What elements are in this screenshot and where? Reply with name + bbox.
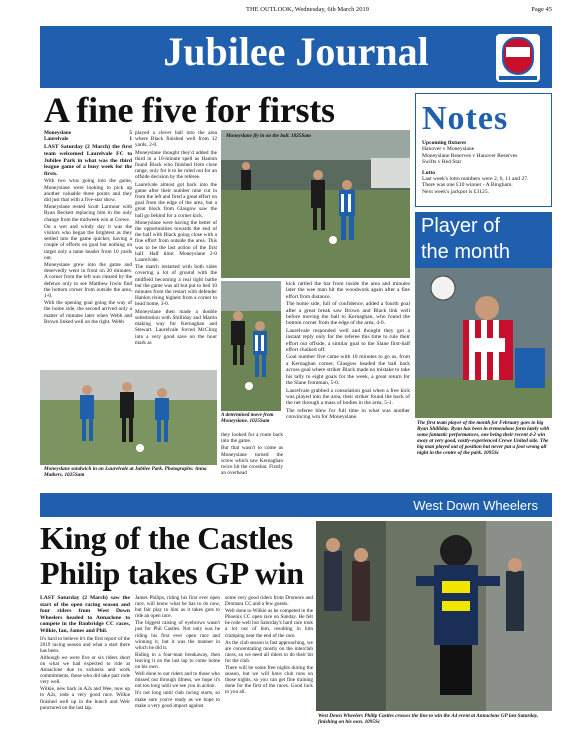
paragraph: On a wet and windy day it was the visitors who began the brightest as they settled into the game quicker, having a couple of efforts on goal but nothing on target only a tame header from 10 yards out. [44, 223, 132, 261]
paragraph: Moneyslane grew into the game and deservedly went in front on 20 minutes. A corner from the left was cleared by the defence only to see Matthew Irwin find the bottom corner from outside the area, 1-0. [44, 262, 132, 300]
story2-column-3 [225, 595, 313, 735]
paragraph: Moneyslane rested Scott Larmour with Ryan Beckett replacing him in the only change from the midweek win at Crewe. [44, 204, 132, 223]
paragraph: Moneyslane were having the better of the opportunities towards the end of the half with Black going close with a fine effort from outside the area. This was to be the last action of the first half. Half time: Moneyslane 2-0 Laurelvale. [135, 219, 217, 264]
paragraph: they looked for a route back into the game. [221, 432, 283, 445]
paragraph: Although we were five or six riders short on what we had expected to ride at Annaclone due to sickness and work commitments, those who did take part rode very well. [40, 654, 130, 686]
masthead-banner [40, 26, 552, 88]
lotto-line: There was one £10 winner - A Bingham. [422, 182, 513, 189]
story2-lead: LAST Saturday (2 March) saw the start of the open racing season and four riders from West Down Wheelers headed to Annaclone to compete in the Banbridge CC races, Wilkie, Ian, James and Phil. [40, 595, 130, 634]
paragraph: Moneyslane then made a double substitution with Shilliday and Martin making way for Kernaghan and Stewart. Laurelvale forced McClurg into a very good save on the hour mark as [135, 308, 217, 346]
fixture-line: Moneyslane Reserves v Hanover Reserves [422, 152, 518, 159]
match-photo-main [221, 130, 410, 278]
story2-headline-line1: King of the Castles [40, 520, 293, 556]
section-bar [40, 493, 552, 517]
club-crest-icon [496, 34, 540, 82]
story-column-1 [44, 130, 132, 368]
photo-caption-small: A determined move from Moneyslane. 1025Sam [221, 412, 274, 424]
paragraph: With the opening goal going the way of the home side, the second arrived only a matter of minutes later when Webb and Brown linked well on the right. Webb [44, 300, 132, 325]
paragraph: Laurelvale grabbed a consolation goal when a free kick was played into the area, their striker found the back of the net through a mass of bodies in the area, 5-1. [286, 387, 410, 407]
match-photo-left [40, 370, 217, 465]
player-of-month-photo [415, 268, 552, 418]
page-number: Page 45 [531, 6, 552, 13]
story-column-3 [221, 432, 283, 487]
player-of-month-banner [415, 212, 552, 268]
story-column-4 [286, 281, 410, 487]
cyclist-photo-caption: West Down Wheelers Philip Castles crosses the line to win the A4 event at Annaclone GP last Saturday, finishing on his own. 1095Sc [318, 713, 539, 725]
paragraph: Laurelvale responded well and thought they got a instant reply only for the referee this time to rule their effort out offside, a similar goal to the Slane first-half effort chalked off. [286, 327, 410, 354]
score-line-home: Moneyslane 5 [44, 130, 132, 136]
paragraph: Riding in a four-man breakaway, then leaving it on the last lap to come home on his own. [135, 651, 220, 671]
issue-date: THE OUTLOOK, Wednesday, 6th March 2019 [246, 6, 369, 13]
story-column-2 [135, 130, 217, 366]
paragraph: The referee blew for full time in what was another convincing win for Moneyslane. [286, 407, 410, 421]
paragraph: Goal number five came with 10 minutes to go as, from a Kernaghan corner, Glasgow headed the ball back across goal where striker Black made no mistake to take his tally to eight goals for the week, a great return for the Slane frontman, 5-0. [286, 354, 410, 387]
section-label: West Down Wheelers [413, 498, 538, 513]
paragraph: With two wins going into the game, Moneyslane were looking to pick up another valuable three points and they did just that with a five-star show. [44, 178, 132, 203]
paragraph: kick rattled the bar from inside the area and minutes later the wee man hit the woodwork again after a fine effort from distance. [286, 281, 410, 300]
notes-body [422, 140, 547, 195]
lotto-heading: Lotto [422, 169, 436, 176]
lotto-line: Last week's lotto numbers were 2, 6, 11 and 27. [422, 176, 529, 183]
photo-caption-main: Moneyslane fly in on the ball. 1025Sam [226, 133, 311, 139]
paragraph: some very good riders from Dromore and Dromara CC and a few guests. [225, 595, 313, 608]
masthead-title: Jubilee Journal [163, 29, 429, 74]
story2-headline-line2: Philip takes GP win [40, 555, 304, 591]
story2-column-2 [135, 595, 220, 735]
lotto-line: Next week's jackpot is £3125. [422, 188, 490, 195]
story2-column-1 [40, 595, 130, 735]
fixture-line: Hanover v Moneyslane [422, 146, 475, 153]
potm-title-line1: Player of [421, 215, 500, 237]
potm-title-line2: the month [421, 241, 510, 263]
paragraph: As the club season is fast approaching, we are concentrating mostly on the interclub races, so we need all riders to do their bit for the club. [225, 639, 313, 664]
paragraph: There will be some free nights during the season, but we will have club runs on those nights, so you can get fine training done for the first of the races. Good luck to you all. [225, 665, 313, 696]
paragraph: It's not long until club racing starts, so make sure you're ready as we hope to make a very good impact against [135, 690, 220, 709]
paragraph: Well done to our riders and to those who missed out through illness, we hope it's not too long until we see you in action. [135, 671, 220, 690]
paragraph: It's hard to believe it's the first report of the 2019 racing season and what a start there has been. [40, 635, 130, 654]
paragraph: Laurelvale almost got back into the game after their number nine cut in from the left and fired a great effort on goal from the edge of the area, but a great block from Glasgow saw the ball go behind for a corner kick. [135, 181, 217, 219]
potm-caption: The first team player of the month for February goes to big Ryan Shilliday. Ryan has been in tremendous form lately with some fantastic performances, one being their recent 4-2 win away at very good, vastly-experienced Crewe United side. The big man played out of position but never put a foot wrong all night in the centre of the park. 1095Sc [417, 420, 550, 456]
paragraph: Moneyslane thought they'd added the third in a 10-minute spell as Hanlon found Black who finished from close range, only for it to be ruled out for an offside decision by the referee. [135, 149, 217, 181]
notes-title: Notes [422, 100, 509, 137]
page-header-line [40, 4, 552, 16]
notes-panel [415, 93, 552, 207]
match-photo-small [221, 281, 281, 411]
paragraph: Well done to Wilkie as he competed in the Phoenix CC open race on Sunday. He felt he rode well but Saturday's hard race took a lot out of him, resulting in him cramping near the end of the race. [225, 608, 313, 639]
fixture-line: Swifts v Red Star [422, 159, 462, 166]
score-line-away: Laurelvale 1 [44, 136, 132, 143]
paragraph: James Philips, riding his first ever open race, will know what he has to do now, but fair play to him as it takes guts to ride an open race. [135, 595, 220, 620]
paragraph: The home side, full of confidence, added a fourth goal after a great break saw Brown and Black link well before moving the ball to Kernaghan, who found the bottom corner from the edge of the area, 4-0. [286, 301, 410, 327]
cyclist-photo [316, 521, 552, 711]
story-headline: A fine five for firsts [44, 90, 335, 130]
paragraph: The biggest raising of eyebrows wasn't just for Phil Castles. Not only was he riding his first ever open race and winning it, but it was the manner in which he did it. [135, 620, 220, 651]
upcoming-heading: Upcoming fixtures [422, 140, 467, 146]
paragraph: But that wasn't to come as Moneyslane turned the screw which saw Kernaghan twice hit the crossbar. Firstly an overhead [221, 445, 283, 477]
photo-caption-left: Moneyslane sandwich in on Laurelvale at Jubilee Park. Photographs: Anna Mathers. 1025Sam [44, 466, 207, 478]
paragraph: The match restarted with both sides covering a lot of ground with the midfield becoming a real tight battle but the game was all but put to bed 10 minutes from the restart with defender Hanlon rising highest from a corner to head home, 3-0. [135, 264, 217, 308]
story-lead: LAST Saturday (2 March) the first team welcomed Laurelvale FC to Jubilee Park in what was the third league game of a busy week for the firsts. [44, 144, 132, 177]
paragraph: Wilkie, new back in A2s and Wee, now up to A2s, rode a very good race. Wilkie finished well up in the bunch and Weir punctured on the last lap. [40, 686, 130, 711]
paragraph: played a clever ball into the area where Black finished well from 12 yards, 2-0. [135, 130, 217, 149]
